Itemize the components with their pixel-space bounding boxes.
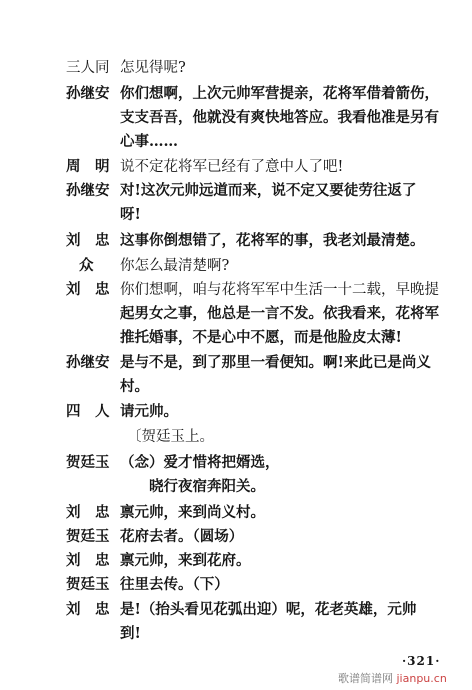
dialogue-line: 支支吾吾，他就没有爽快地答应。我看他准是另有 bbox=[120, 109, 439, 126]
watermark-en: jianpu.cn bbox=[396, 672, 447, 685]
speaker-label: 众 bbox=[79, 257, 94, 274]
dialogue-line: 是!（抬头看见花弧出迎）呢，花老英雄，元帅 bbox=[120, 601, 417, 618]
speaker-label: 刘 忠 bbox=[66, 504, 110, 521]
dialogue-line: 你们想啊，上次元帅军营提亲，花将军借着箭伤， bbox=[120, 85, 439, 102]
speaker-label: 刘 忠 bbox=[66, 281, 110, 298]
watermark-cn: 歌谱简谱网 bbox=[338, 672, 393, 685]
dialogue-line: 花府去者。（圆场） bbox=[120, 528, 244, 545]
speaker-label: 孙继安 bbox=[66, 354, 110, 371]
dialogue-line: 请元帅。 bbox=[120, 403, 178, 420]
dialogue-line: 村。 bbox=[120, 378, 149, 395]
speaker-label: 刘 忠 bbox=[66, 232, 110, 249]
speaker-label: 三人同 bbox=[66, 60, 110, 76]
dialogue-line: 禀元帅，来到尚义村。 bbox=[120, 504, 265, 521]
dialogue-line: 是与不是，到了那里一看便知。啊!来此已是尚义 bbox=[120, 354, 431, 371]
dialogue-line: 往里去传。（下） bbox=[120, 576, 229, 593]
speaker-label: 贺廷玉 bbox=[66, 528, 110, 545]
dialogue-line: 到! bbox=[120, 625, 141, 642]
dialogue-line: 你怎么最清楚啊? bbox=[120, 258, 230, 274]
speaker-label: 四 人 bbox=[66, 403, 110, 420]
dialogue-line: （念）爱才惜将把婿选， bbox=[120, 454, 280, 471]
dialogue-line: 对!这次元帅远道而来，说不定又要徒劳往返了 bbox=[120, 182, 417, 199]
speaker-label: 刘 忠 bbox=[66, 552, 110, 569]
dialogue-line: 心事…… bbox=[120, 133, 178, 150]
dialogue-line: 禀元帅，来到花府。 bbox=[120, 552, 251, 569]
speaker-label: 孙继安 bbox=[66, 182, 110, 199]
dialogue-line: 这事你倒想错了，花将军的事，我老刘最清楚。 bbox=[120, 232, 425, 249]
dialogue-line: 起男女之事，他总是一言不发。依我看来，花将军 bbox=[120, 305, 439, 322]
stage-direction: 〔贺廷玉上。 bbox=[127, 429, 214, 445]
speaker-label: 贺廷玉 bbox=[66, 454, 110, 471]
page-number: ·321· bbox=[402, 654, 441, 668]
speaker-label: 贺廷玉 bbox=[66, 576, 110, 593]
dialogue-line: 呀! bbox=[120, 206, 141, 223]
dialogue-line: 怎见得呢? bbox=[120, 60, 186, 76]
speaker-label: 刘 忠 bbox=[66, 601, 110, 618]
speaker-label: 周 明 bbox=[66, 158, 110, 175]
dialogue-line: 你们想啊，咱与花将军军中生活一十二载，早晚提 bbox=[120, 282, 439, 298]
watermark bbox=[338, 670, 447, 686]
speaker-label: 孙继安 bbox=[66, 85, 110, 102]
dialogue-line: 说不定花将军已经有了意中人了吧! bbox=[120, 159, 344, 175]
dialogue-line: 推托婚事，不是心中不愿，而是他脸皮太薄! bbox=[120, 329, 402, 346]
dialogue-line: 晓行夜宿奔阳关。 bbox=[120, 478, 265, 495]
